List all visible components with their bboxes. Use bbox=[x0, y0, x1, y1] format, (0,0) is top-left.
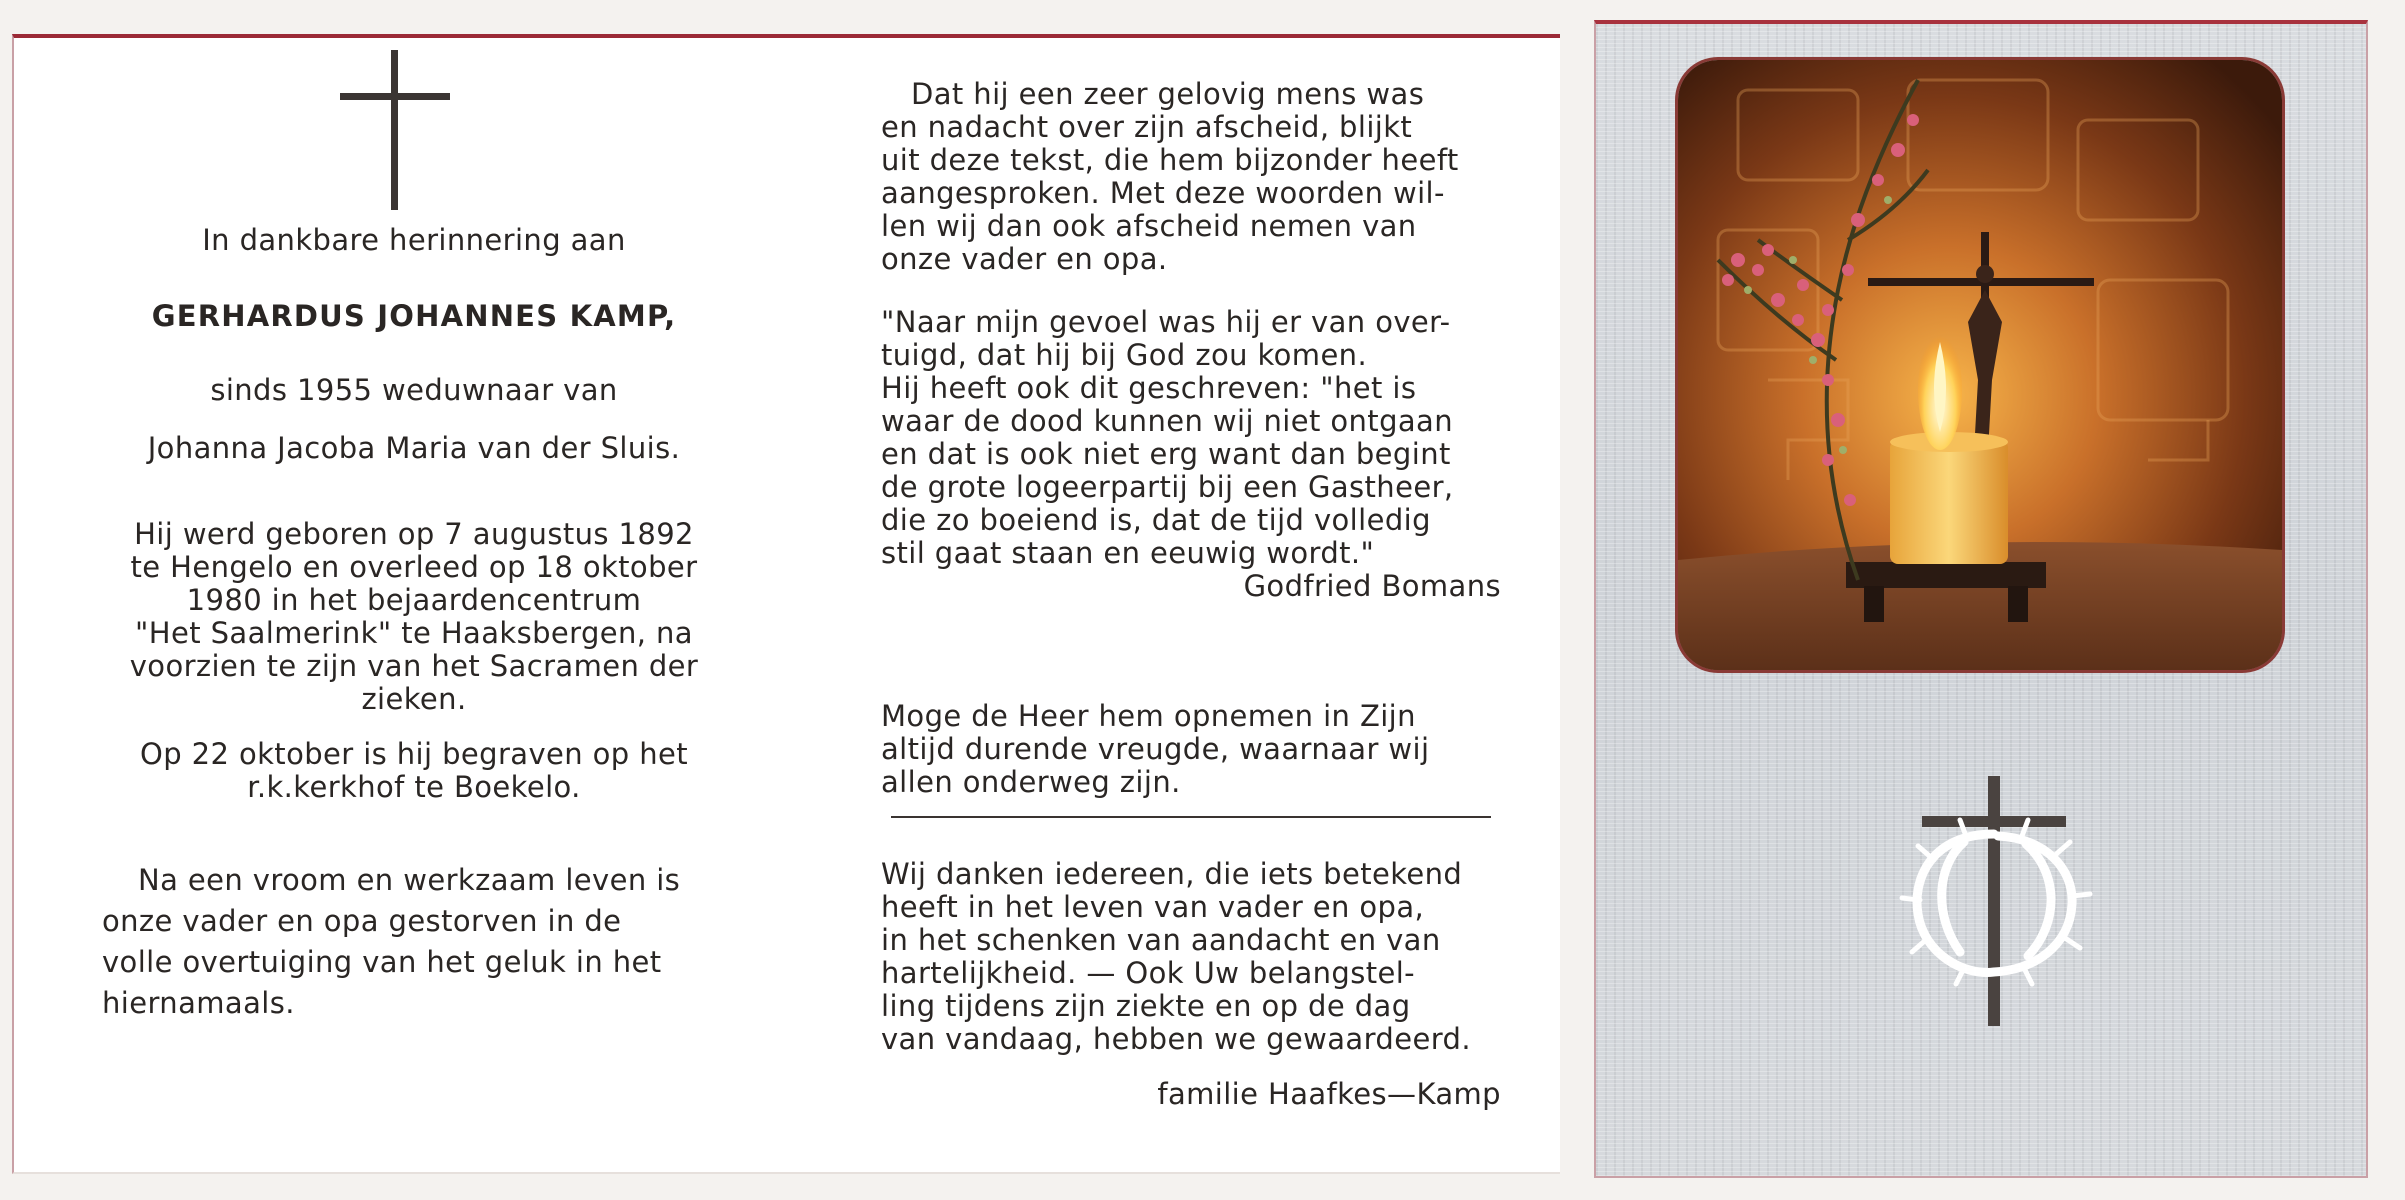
prayer-line: Moge de Heer hem opnemen in Zijn bbox=[881, 699, 1416, 733]
thanks-line: heeft in het leven van vader en opa, bbox=[881, 890, 1425, 924]
thanks-line: hartelijkheid. — Ook Uw belangstel- bbox=[881, 956, 1416, 990]
life-paragraph bbox=[102, 860, 742, 1024]
section-divider bbox=[891, 816, 1491, 818]
deceased-name: GERHARDUS JOHANNES KAMP, bbox=[151, 299, 677, 333]
widower-line: sinds 1955 weduwnaar van bbox=[210, 373, 618, 407]
faith-line: Dat hij een zeer gelovig mens was bbox=[911, 77, 1425, 111]
birth-line: voorzien te zijn van het Sacramen der bbox=[129, 649, 699, 683]
thanks-line: ling tijdens zijn ziekte en op de dag bbox=[881, 989, 1411, 1023]
memorial-card-cover bbox=[1594, 20, 2368, 1178]
birth-line: 1980 in het bejaardencentrum bbox=[186, 583, 642, 617]
quote-paragraph bbox=[881, 306, 1501, 603]
quote-line: die zo boeiend is, dat de tijd volledig bbox=[881, 503, 1431, 537]
birth-line: zieken. bbox=[361, 682, 467, 716]
burial-paragraph bbox=[94, 738, 734, 804]
faith-line: aangesproken. Met deze woorden wil- bbox=[881, 176, 1445, 210]
faith-line: onze vader en opa. bbox=[881, 242, 1168, 276]
cross-with-crown-of-thorns-icon bbox=[1894, 776, 2094, 1046]
quote-line: Hij heeft ook dit geschreven: "het is bbox=[881, 371, 1417, 405]
quote-line: de grote logeerpartij bij een Gastheer, bbox=[881, 470, 1454, 504]
thanks-line: Wij danken iedereen, die iets betekend bbox=[881, 857, 1463, 891]
birth-line: te Hengelo en overleed op 18 oktober bbox=[130, 550, 698, 584]
faith-line: en nadacht over zijn afscheid, blijkt bbox=[881, 110, 1413, 144]
memorial-card-inner bbox=[12, 34, 1560, 1174]
quote-line: stil gaat staan en eeuwig wordt." bbox=[881, 536, 1375, 570]
burial-line: r.k.kerkhof te Boekelo. bbox=[247, 770, 581, 804]
burial-line: Op 22 oktober is hij begraven op het bbox=[139, 737, 689, 771]
spouse-name: Johanna Jacoba Maria van der Sluis. bbox=[147, 431, 681, 465]
thanks-paragraph bbox=[881, 858, 1501, 1056]
thanks-line: van vandaag, hebben we gewaardeerd. bbox=[881, 1022, 1471, 1056]
candle-crucifix-heather-photo bbox=[1678, 60, 2282, 670]
life-line: Na een vroom en werkzaam leven is bbox=[138, 863, 681, 897]
thanks-line: in het schenken van aandacht en van bbox=[881, 923, 1441, 957]
family-signature: familie Haafkes—Kamp bbox=[1157, 1077, 1501, 1111]
intro-text: In dankbare herinnering aan bbox=[202, 223, 626, 257]
birth-paragraph bbox=[94, 518, 734, 716]
life-line: volle overtuiging van het geluk in het bbox=[102, 945, 662, 979]
latin-cross-icon bbox=[340, 50, 450, 210]
quote-line: "Naar mijn gevoel was hij er van over- bbox=[881, 305, 1451, 339]
life-line: onze vader en opa gestorven in de bbox=[102, 904, 622, 938]
right-page bbox=[789, 38, 1559, 1172]
birth-line: "Het Saalmerink" te Haaksbergen, na bbox=[135, 616, 693, 650]
quote-line: en dat is ook niet erg want dan begint bbox=[881, 437, 1451, 471]
left-page bbox=[14, 38, 784, 1172]
life-line: hiernamaals. bbox=[102, 986, 295, 1020]
quote-line: waar de dood kunnen wij niet ontgaan bbox=[881, 404, 1454, 438]
quote-line: tuigd, dat hij bij God zou komen. bbox=[881, 338, 1368, 372]
birth-line: Hij werd geboren op 7 augustus 1892 bbox=[134, 517, 694, 551]
prayer-line: altijd durende vreugde, waarnaar wij bbox=[881, 732, 1430, 766]
quote-author: Godfried Bomans bbox=[1243, 569, 1501, 603]
faith-line: uit deze tekst, die hem bijzonder heeft bbox=[881, 143, 1459, 177]
prayer-paragraph bbox=[881, 700, 1501, 799]
prayer-line: allen onderweg zijn. bbox=[881, 765, 1181, 799]
faith-line: len wij dan ook afscheid nemen van bbox=[881, 209, 1417, 243]
faith-paragraph bbox=[881, 78, 1501, 276]
